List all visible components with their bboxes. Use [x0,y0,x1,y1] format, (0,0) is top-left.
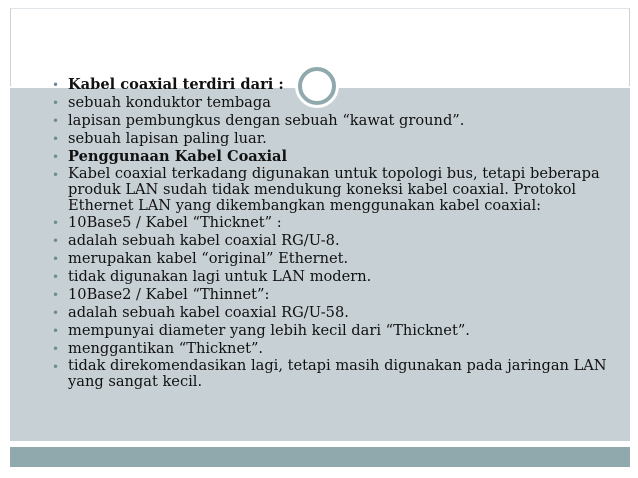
bullet-icon: • [52,132,60,146]
bullet-icon: • [52,216,60,230]
list-item [50,232,620,250]
list-item [50,322,620,340]
bullet-text: adalah sebuah kabel coaxial RG/U-8. [68,232,340,249]
bullet-text: merupakan kabel “original” Ethernet. [68,250,349,267]
bullet-icon: • [52,306,60,320]
bullet-text: sebuah konduktor tembaga [68,94,271,111]
bullet-text: sebuah lapisan paling luar. [68,130,267,147]
bullet-text: mempunyai diameter yang lebih kecil dari “Thicknet”. [68,322,470,339]
list-item [50,148,620,166]
bullet-text: Kabel coaxial terkadang digunakan untuk topologi bus, tetapi beberapa produk LAN sudah tidak mendukung koneksi kabel coaxial. Protokol Ethernet LAN yang dikembangkan menggunakan kabel coaxial: [68,165,600,214]
bullet-text: tidak digunakan lagi untuk LAN modern. [68,268,372,285]
bullet-text: adalah sebuah kabel coaxial RG/U-58. [68,304,349,321]
bullet-icon: • [52,324,60,338]
list-item [50,130,620,148]
list-item [50,268,620,286]
bullet-text: tidak direkomendasikan lagi, tetapi masih digunakan pada jaringan LAN yang sangat kecil. [68,357,607,390]
bullet-text: 10Base2 / Kabel “Thinnet”: [68,286,270,303]
list-item [50,166,620,214]
list-item [50,112,620,130]
list-item [50,340,620,358]
bullet-icon: • [52,234,60,248]
footer-bar [10,447,630,467]
bullet-icon: • [52,270,60,284]
bullet-icon: • [52,360,60,374]
bullet-icon: • [52,342,60,356]
bullet-icon: • [52,168,60,182]
bullet-text: 10Base5 / Kabel “Thicknet” : [68,214,282,231]
list-item [50,94,620,112]
list-item [50,250,620,268]
bullet-list [50,76,620,390]
bullet-icon: • [52,96,60,110]
bullet-icon: • [52,150,60,164]
list-item [50,358,620,390]
bullet-text: lapisan pembungkus dengan sebuah “kawat ground”. [68,112,465,129]
list-item [50,76,620,94]
bullet-icon: • [52,114,60,128]
bullet-icon: • [52,288,60,302]
bullet-text: Kabel coaxial terdiri dari : [68,76,284,93]
list-item [50,304,620,322]
bullet-text: menggantikan “Thicknet”. [68,340,264,357]
bullet-icon: • [52,78,60,92]
bullet-icon: • [52,252,60,266]
list-item [50,286,620,304]
bullet-text: Penggunaan Kabel Coaxial [68,148,288,165]
list-item [50,214,620,232]
